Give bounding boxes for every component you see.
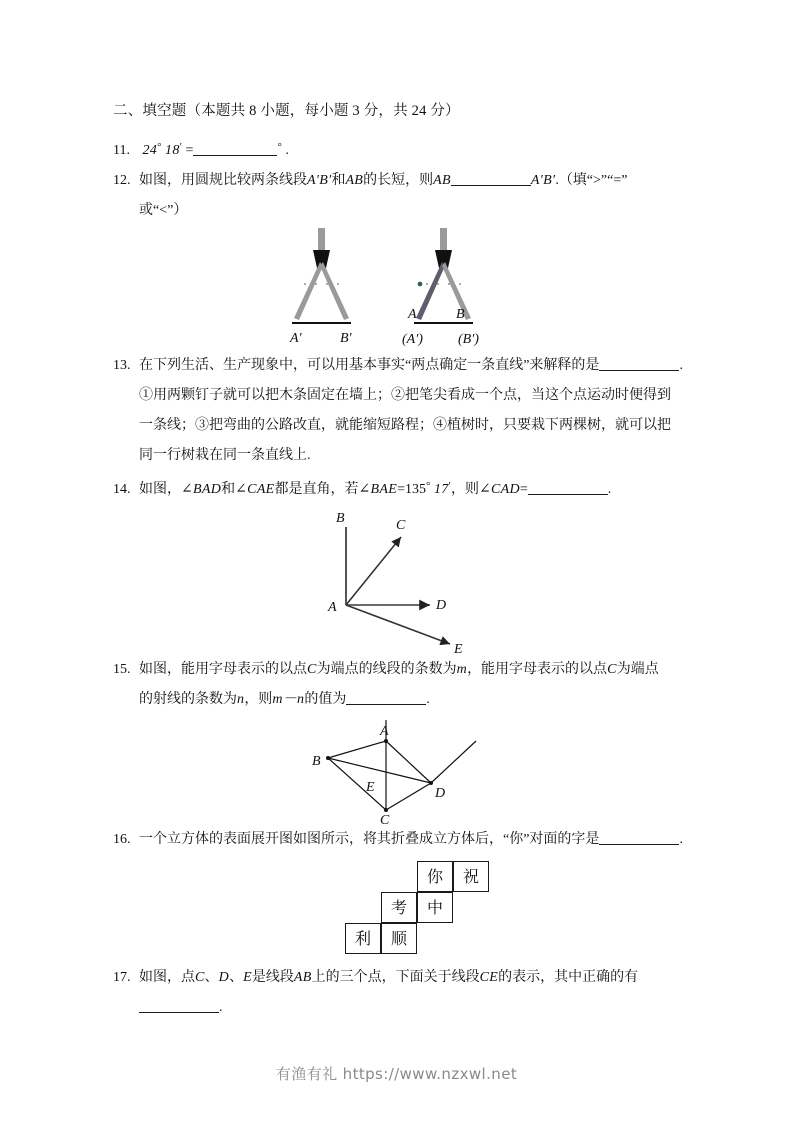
question-16-number: 16. [113,832,131,847]
figure-cube-net [113,855,683,963]
q12-text-a: 如图，用圆规比较两条线段 [139,173,307,188]
q12-segment-ab: AB [345,173,364,188]
compass-right [402,228,479,347]
q15-text-g: 的值为 [304,692,347,707]
q12-line2: 或“<”） [139,203,188,218]
segment-bd [328,758,431,783]
q14-text-b: 和 [221,482,236,497]
figure-compass [113,226,683,351]
q12-text-b: 和 [331,173,346,188]
q12-answer-blank[interactable] [451,170,531,186]
label-seg-e: E [366,780,375,795]
q14-prime-symbol: ′ [448,480,451,492]
q15-text-b: 为端点的线段的条数为 [316,662,457,677]
ray-ac [346,537,401,605]
q14-angle-bae: ∠BAE [358,482,398,497]
q14-angle-cae: ∠CAE [235,482,275,497]
question-15 [113,655,683,715]
label-seg-d: D [435,786,446,801]
q17-text-c: 上的三个点，下面关于线段 [311,970,480,985]
q11-minutes-value: 18 [165,143,180,158]
segment-cd [386,783,431,810]
label-point-b: B [336,511,345,526]
q16-text-a: 一个立方体的表面展开图如图所示，将其折叠成立方体后，“你”对面的字是 [139,832,600,847]
angle-rays-illustration [308,505,488,655]
segments-illustration [298,715,498,825]
q11-answer-blank[interactable] [193,140,277,156]
q17-text-b: 是线段 [251,970,294,985]
q15-var-m: m [456,662,468,677]
point-b-dot [326,756,330,760]
q15-text-a: 如图，能用字母表示的以点 [139,662,307,677]
ray-ae [346,605,450,644]
q11-degree-symbol: ° [157,141,162,153]
q13-period: . [679,358,683,373]
compass-left-label-a: A′ [290,331,302,346]
q11-period: . [285,143,289,158]
label-seg-b: B [312,754,321,769]
segment-ad [386,741,431,783]
net-cell-zhong: 中 [417,892,453,923]
q12-text-c: 的长短，则 [363,173,434,188]
question-17-number: 17. [113,970,131,985]
question-11-number: 11. [113,143,130,158]
q17-text-a: 如图，点 [139,970,195,985]
q15-expression-mn: m－n [272,692,305,707]
q17-answer-blank[interactable] [139,997,219,1013]
q15-point-c-2: C [607,662,617,677]
q17-point-d: D [218,970,230,985]
q11-degrees-value: 24 [142,143,158,158]
compass-right-leg-a [416,262,445,320]
page-footer: 有渔有礼 https://www.nzxwl.net [275,1065,518,1083]
q17-sep-1: 、 [204,970,219,985]
segment-bc [328,758,386,810]
page-content [113,96,683,1023]
q17-text-d: 的表示，其中正确的有 [498,970,639,985]
q15-period: . [426,692,430,707]
net-cell-zhu: 祝 [453,861,489,892]
q17-segment-ce: CE [479,970,499,985]
q16-period: . [679,832,683,847]
compass-left-label-b: B′ [340,331,352,346]
compass-right-handle [440,228,447,250]
compass-right-label-a-prime: (A′) [402,332,423,347]
q15-answer-blank[interactable] [346,689,426,705]
q14-value: =135 [397,482,427,497]
q13-line3: 一条线；③把弯曲的公路改直，就能缩短路程；④植树时，只要栽下两棵树，就可以把 [139,418,671,433]
compass-left-leg-a [294,262,323,320]
net-cell-kao: 考 [381,892,417,923]
label-point-a: A [328,600,337,615]
q14-minutes: 17 [433,482,449,497]
compass-illustration [268,226,528,351]
q13-line4: 同一行树栽在同一条直线上. [139,448,311,463]
question-12-number: 12. [113,173,131,188]
q14-angle-cad: ∠CAD [478,482,520,497]
q15-text-d: 为端点 [616,662,659,677]
q11-answer-unit: ° [277,141,282,153]
q12-segment-ab-prime: A′B′ [307,173,332,188]
point-d-dot [429,781,433,785]
label-point-d: D [436,598,447,613]
compass-right-label-a: A [408,307,417,322]
question-13-number: 13. [113,358,131,373]
q15-point-c-1: C [307,662,317,677]
label-seg-a: A [380,724,389,739]
q12-text-d: .（填“>”“=” [555,173,628,188]
q17-sep-2: 、 [229,970,244,985]
q15-text-f: ，则 [244,692,273,707]
ray-d-extension [431,741,476,783]
net-cell-shun: 顺 [381,923,417,954]
q14-text-a: 如图， [139,482,181,497]
question-11 [113,132,683,166]
question-12 [113,166,683,226]
q15-var-n: n [237,692,245,707]
q11-equals: = [185,143,194,158]
net-cell-ni: 你 [417,861,453,892]
question-17 [113,963,683,1023]
q17-period: . [219,1000,223,1015]
q14-answer-blank[interactable] [528,479,608,495]
point-a-dot [384,739,388,743]
point-c-dot [384,808,388,812]
q14-equals: = [519,482,528,497]
question-13 [113,351,683,471]
net-cell-li: 利 [345,923,381,954]
q15-text-c: ，能用字母表示的以点 [467,662,608,677]
compass-left-handle [318,228,325,250]
label-point-e: E [454,642,463,655]
q14-angle-bad: ∠BAD [181,482,222,497]
label-seg-c: C [380,813,390,825]
q13-line2: ①用两颗钉子就可以把木条固定在墙上；②把笔尖看成一个点，当这个点运动时便得到 [139,388,671,403]
question-14-number: 14. [113,482,131,497]
figure-angle-rays [113,505,683,655]
question-16 [113,825,683,855]
q14-text-c: 都是直角，若 [274,482,359,497]
q17-point-c: C [195,970,205,985]
q17-segment-ab: AB [293,970,312,985]
label-point-c: C [396,518,406,533]
compass-right-marker [418,282,423,287]
q11-prime-symbol: ′ [179,141,183,153]
q12-compare-right: A′B′ [530,173,556,188]
cube-net-wrapper [113,855,683,963]
q13-text-a: 在下列生活、生产现象中，可以用基本事实“两点确定一条直线”来解释的是 [139,358,600,373]
compass-left-leg-b [320,262,349,320]
q12-compare-left: AB [433,173,451,188]
segment-ab [328,741,386,758]
q14-text-e: ，则 [450,482,479,497]
q13-answer-blank[interactable] [599,355,679,371]
figure-segments [113,715,683,825]
q15-text-e: 的射线的条数为 [139,692,237,707]
question-15-number: 15. [113,662,131,677]
q14-degree-symbol: ° [426,480,431,492]
q17-point-e: E [243,970,252,985]
compass-right-label-b-prime: (B′) [458,332,479,347]
question-14 [113,471,683,505]
compass-right-label-b: B [456,307,465,322]
compass-left [289,228,353,346]
q14-period: . [607,482,612,497]
q16-answer-blank[interactable] [599,829,679,845]
section-heading: 二、填空题（本题共 8 小题，每小题 3 分，共 24 分） [113,103,460,119]
